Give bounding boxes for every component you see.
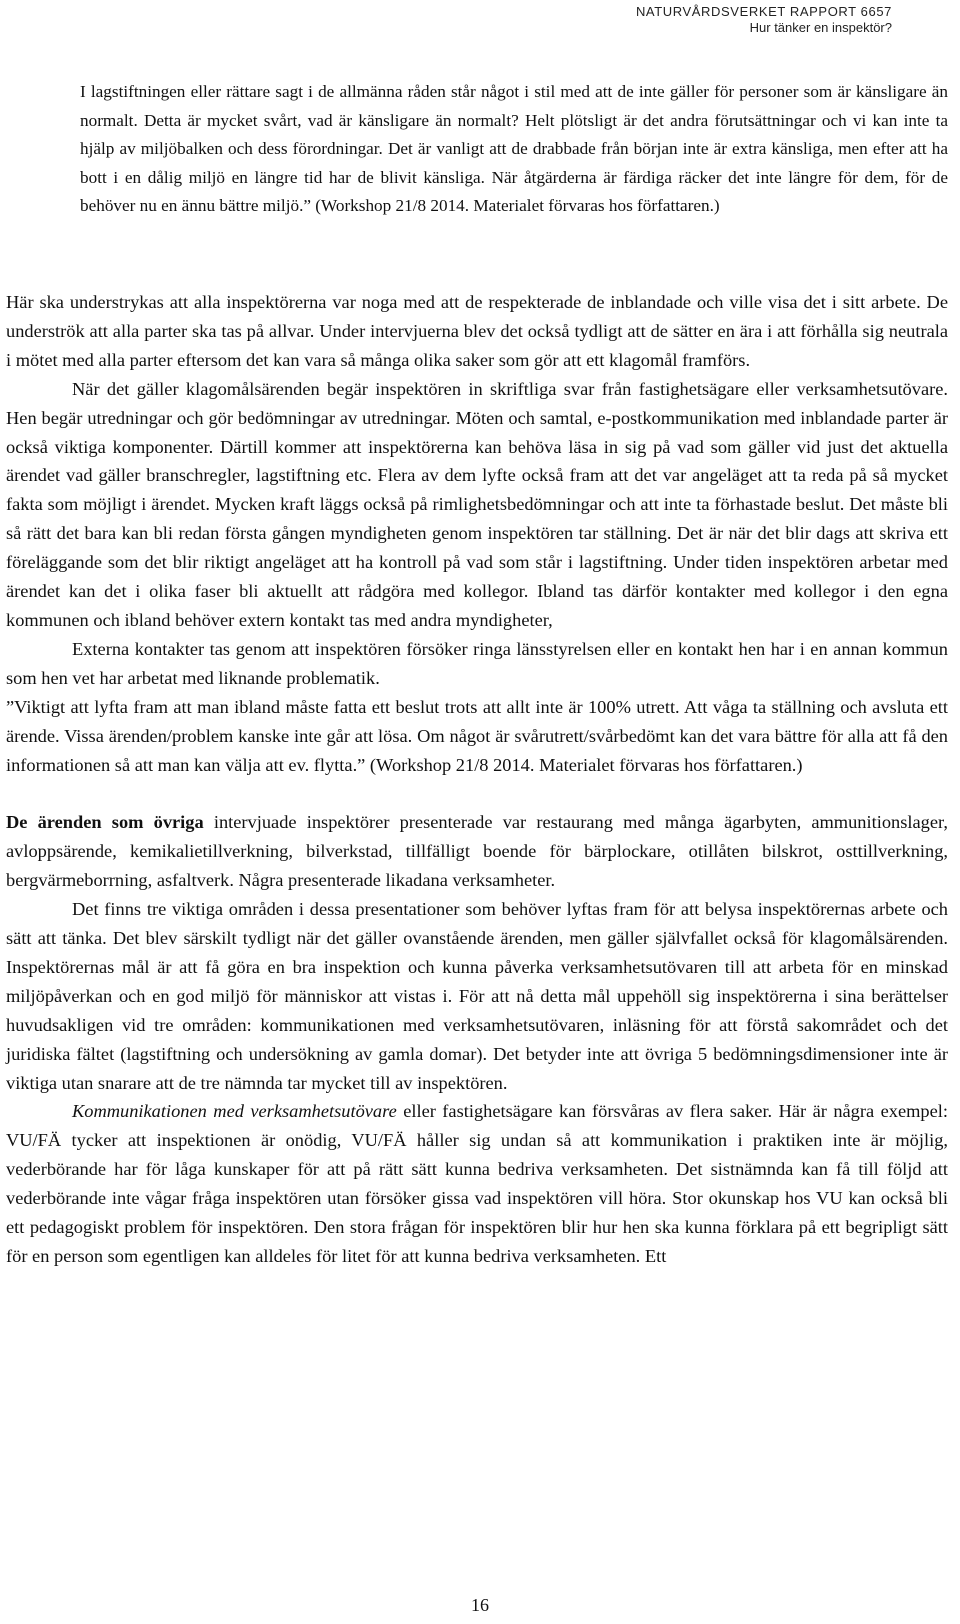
paragraph-communication (6, 1097, 948, 1270)
block-quote: I lagstiftningen eller rättare sagt i de allmänna råden står något i stil med att de inte gäller för personer som är känsligare än normalt. Detta är mycket svårt, vad är känsligare än normalt? Helt plötsligt är det andra förutsättningar och vi kan inte ta hjälp av miljöbalken och dess förordningar. Det är vanligt att de drabbade från början inte är extra känsliga, men efter att ha bott i en dålig miljö en längre tid har de blivit känsliga. När åtgärderna är färdiga räcker det inte längre för dem, för de behöver nu en ännu bättre miljö.” (Workshop 21/8 2014. Materialet förvaras hos författaren.) (80, 82, 948, 216)
paragraph-communication-text: eller fastighetsägare kan försvåras av flera saker. Här är några exempel: VU/FÄ tycker att inspektionen är onödig, VU/FÄ håller sig undan så att kommunikation i praktiken inte är möjlig, vederbörande har för låga kunskaper för att på rätt sätt kunna bedriva verksamheten. Det sistnämnda kan få till följd att vederbörande inte vågar fråga inspektören utan försöker gissa vad inspektören vill höra. Stor okunskap hos VU kan också bli ett pedagogiskt problem för inspektören. Den stora frågan för inspektören blir hur hen ska kunna förklara på ett begripligt sätt för en person som egentligen kan alldeles för litet för att kunna bedriva verksamheten. Ett (6, 1101, 948, 1266)
italic-lead-in: Kommunikationen med verksamhetsutövare (72, 1101, 397, 1122)
page-number: 16 (471, 1595, 489, 1615)
paragraph-three-areas: Det finns tre viktiga områden i dessa presentationer som behöver lyftas fram för att belysa inspektörernas arbete och sätt att tänka. Det blev särskilt tydligt när det gäller ovanstående ärenden, men gäller självfallet också för klagomålsärenden. Inspektörernas mål är att få göra en bra inspektion och kunna påverka verksamhetsutövaren till att arbeta för en minskad miljöpåverkan och en god miljö för människor att vistas i. För att nå detta mål uppehöll sig inspektörerna i sina berättelser huvudsakligen vid tre områden: kommunikationen med verksamhetsutövaren, inläsning för att förstå sakområdet och det juridiska fältet (lagstiftning och undersökning av gamla domar). Det betyder inte att övriga 5 bedömningsdimensioner inte är viktiga utan snarare att de tre nämnda tar mycket till av inspektören. (6, 899, 948, 1093)
report-title: NATURVÅRDSVERKET RAPPORT 6657 (635, 4, 892, 19)
paragraph-other-cases-text: intervjuade inspektörer presenterade var restaurang med många ägarbyten, ammunitionslager, avloppsärende, kemikalietillverkning, bilverkstad, tillfälligt boende för bärplockare, otillåten bilskrot, osttillverkning, bergvärmeborrning, asfaltverk. Några presenterade likadana verksamheter. (6, 812, 948, 891)
paragraph-workshop-quote: ”Viktigt att lyfta fram att man ibland måste fatta ett beslut trots att allt inte är 100% utrett. Att våga ta ställning och avsluta ett ärende. Vissa ärenden/problem kanske inte går att lösa. Om något är svårutrett/svårbedömt kan det vara bättre för alla att få den informationen så att man kan välja att ev. flytta.” (Workshop 21/8 2014. Materialet förvaras hos författaren.) (6, 696, 948, 775)
paragraph-other-cases (6, 808, 948, 895)
paragraph-complaints: När det gäller klagomålsärenden begär inspektören in skriftliga svar från fastighetsägare eller verksamhetsutövare. Hen begär utredningar och gör bedömningar av utredningar. Möten och samtal, e-postkommunikation med inblandade parter är också viktiga komponenter. Därtill kommer att inspektörerna kan behöva läsa in sig på vad som gäller vid just det aktuella ärendet vad gäller branschregler, lagstiftning etc. Flera av dem lyfte också fram att det var angeläget att ta reda på så mycket fakta som möjligt i ärendet. Mycken kraft läggs också på rimlighetsbedömningar och att inte ta förhastade beslut. Det måste bli så rätt det bara kan bli redan första gången myndigheten genom inspektören tar ställning. Det är när det blir dags att skriva ett föreläggande som det blir riktigt angeläget att ha kontroll på vad som står i lagstiftning. Under tiden inspektören arbetar med ärendet kan det i olika faser bli aktuellt att rådgöra med kollegor. Ibland tas därför kontakter med kollegor i den egna kommunen och ibland behöver extern kontakt tas med andra myndigheter, (6, 378, 948, 630)
paragraph-respect: Här ska understrykas att alla inspektörerna var noga med att de respekterade de inblandade och ville visa det i sitt arbete. De underströk att alla parter ska tas på allvar. Under intervjuerna blev det också tydligt att de sätter en ära i att förhålla sig neutrala i mötet med alla parter eftersom det kan vara så många olika saker som gör att ett klagomål framförs. (6, 292, 948, 370)
paragraph-external-contacts: Externa kontakter tas genom att inspektören försöker ringa länsstyrelsen eller en kontakt hen har i en annan kommun som hen vet har arbetat med liknande problematik. (6, 638, 948, 688)
bold-lead-in: De ärenden som övriga (6, 812, 204, 833)
body-text (6, 288, 948, 1271)
page-header (636, 4, 892, 36)
report-subtitle: Hur tänker en inspektör? (749, 20, 892, 35)
